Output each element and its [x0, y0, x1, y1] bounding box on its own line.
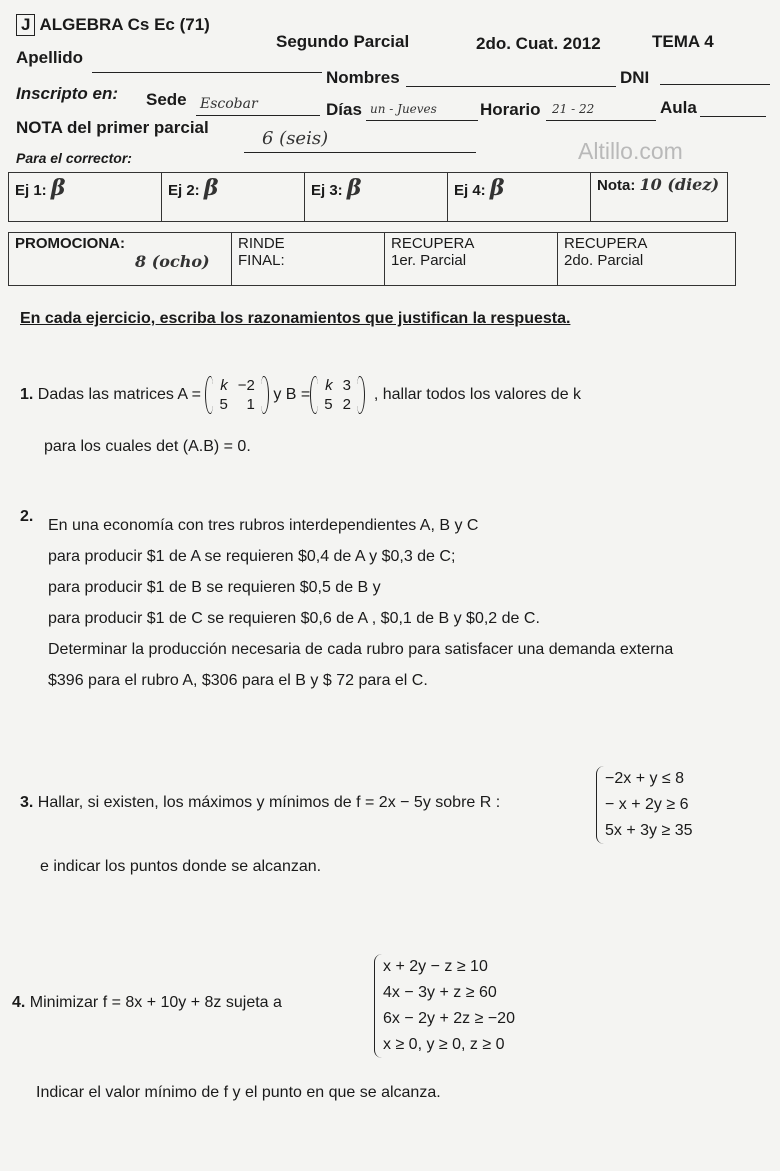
corrector-label: Para el corrector: — [16, 150, 132, 166]
constraint: x + 2y − z ≥ 10 — [383, 958, 488, 975]
ej2-cell[interactable]: Ej 2: β — [162, 173, 305, 222]
aula-field[interactable] — [700, 116, 766, 117]
ex3-system — [596, 766, 693, 844]
recupera-2do-cell[interactable]: RECUPERA 2do. Parcial — [558, 233, 736, 286]
apellido-label: Apellido — [16, 48, 84, 67]
course-title: J ALGEBRA Cs Ec (71) — [16, 14, 210, 36]
grade-table-status — [8, 232, 736, 286]
ex2-line: En una economía con tres rubros interdependientes A, B y C — [48, 517, 479, 534]
ej1-cell[interactable]: Ej 1: β — [9, 173, 162, 222]
exercise-3 — [20, 794, 500, 812]
dias-field[interactable] — [366, 120, 478, 121]
ej4-cell[interactable]: Ej 4: β — [448, 173, 591, 222]
dni-field[interactable] — [660, 84, 770, 85]
horario-label: Horario — [480, 100, 541, 119]
nota-primer-parcial-field[interactable] — [244, 152, 476, 153]
inscripto-label: Inscripto en: — [16, 84, 119, 103]
nota-value: 10 (diez) — [639, 175, 720, 194]
ex4-number: 4. — [12, 994, 26, 1011]
horario-field[interactable] — [546, 120, 656, 121]
constraint: 4x − 3y + z ≥ 60 — [383, 984, 497, 1001]
watermark: Altillo.com — [578, 138, 683, 164]
constraint: 5x + 3y ≥ 35 — [605, 822, 693, 839]
ex3-line2: e indicar los puntos donde se alcanzan. — [40, 858, 322, 875]
ex3-number: 3. — [20, 794, 34, 811]
constraint: −2x + y ≤ 8 — [605, 770, 685, 787]
ex1-mid: y B = — [273, 386, 311, 403]
constraint: − x + 2y ≥ 6 — [605, 796, 689, 813]
nota-cell[interactable]: Nota: 10 (diez) — [591, 173, 728, 222]
sede-value: Escobar — [200, 96, 258, 112]
nombres-field[interactable] — [406, 86, 616, 87]
exercise-1 — [20, 376, 581, 414]
instruction: En cada ejercicio, escriba los razonamientos que justifican la respuesta. — [20, 310, 571, 327]
ex4-text: Minimizar f = 8x + 10y + 8z sujeta a — [29, 994, 282, 1011]
nota-primer-parcial-label: NOTA del primer parcial — [16, 118, 209, 137]
ex2-line: para producir $1 de C se requieren $0,6 de A , $0,1 de B y $0,2 de C. — [48, 610, 540, 627]
dni-label: DNI — [620, 68, 650, 87]
ex4-line2: Indicar el valor mínimo de f y el punto en que se alcanza. — [36, 1084, 441, 1101]
constraint: x ≥ 0, y ≥ 0, z ≥ 0 — [383, 1036, 505, 1053]
ex1-text: Dadas las matrices A = — [37, 386, 201, 403]
ej3-cell[interactable]: Ej 3: β — [305, 173, 448, 222]
promociona-value: 8 (ocho) — [135, 252, 210, 271]
dias-value: un - Jueves — [370, 102, 437, 116]
ex1-line2: para los cuales det (A.B) = 0. — [44, 438, 251, 455]
matrix-b: k 3 5 2 — [310, 376, 365, 414]
recupera-1er-cell[interactable]: RECUPERA 1er. Parcial — [385, 233, 558, 286]
ex1-text-b: , hallar todos los valores de k — [373, 386, 582, 403]
exam-tema: TEMA 4 — [652, 32, 714, 51]
sede-label: Sede — [146, 90, 187, 109]
rinde-final-cell[interactable]: RINDE FINAL: — [232, 233, 385, 286]
exam-name: Segundo Parcial — [276, 32, 410, 51]
matrix-a: k −2 5 1 — [205, 376, 268, 414]
ex1-number: 1. — [20, 386, 34, 403]
ex2-line: $396 para el rubro A, $306 para el B y $ 72 para el C. — [48, 672, 428, 689]
exercise-4 — [12, 994, 282, 1012]
sede-field[interactable] — [196, 115, 320, 116]
nota-primer-parcial-value: 6 (seis) — [262, 128, 329, 149]
ex2-line: para producir $1 de A se requieren $0,4 de A y $0,3 de C; — [48, 548, 456, 565]
promociona-cell[interactable]: PROMOCIONA: 8 (ocho) — [9, 233, 232, 286]
ex4-system — [374, 954, 515, 1058]
ex2-line: Determinar la producción necesaria de cada rubro para satisfacer una demanda externa — [48, 641, 674, 658]
nombres-label: Nombres — [326, 68, 400, 87]
grade-table-exercises — [8, 172, 728, 222]
constraint: 6x − 2y + 2z ≥ −20 — [383, 1010, 515, 1027]
exam-code: J — [16, 14, 35, 36]
exam-period: 2do. Cuat. 2012 — [476, 34, 601, 53]
dias-label: Días — [326, 100, 362, 119]
apellido-field[interactable] — [92, 72, 322, 73]
horario-value: 21 - 22 — [552, 102, 595, 116]
ex2-number: 2. — [20, 508, 34, 525]
aula-label: Aula — [660, 98, 697, 117]
ex3-text: Hallar, si existen, los máximos y mínimos de f = 2x − 5y sobre R : — [37, 794, 501, 811]
ex2-line: para producir $1 de B se requieren $0,5 de B y — [48, 579, 381, 596]
exercise-2 — [48, 510, 673, 696]
